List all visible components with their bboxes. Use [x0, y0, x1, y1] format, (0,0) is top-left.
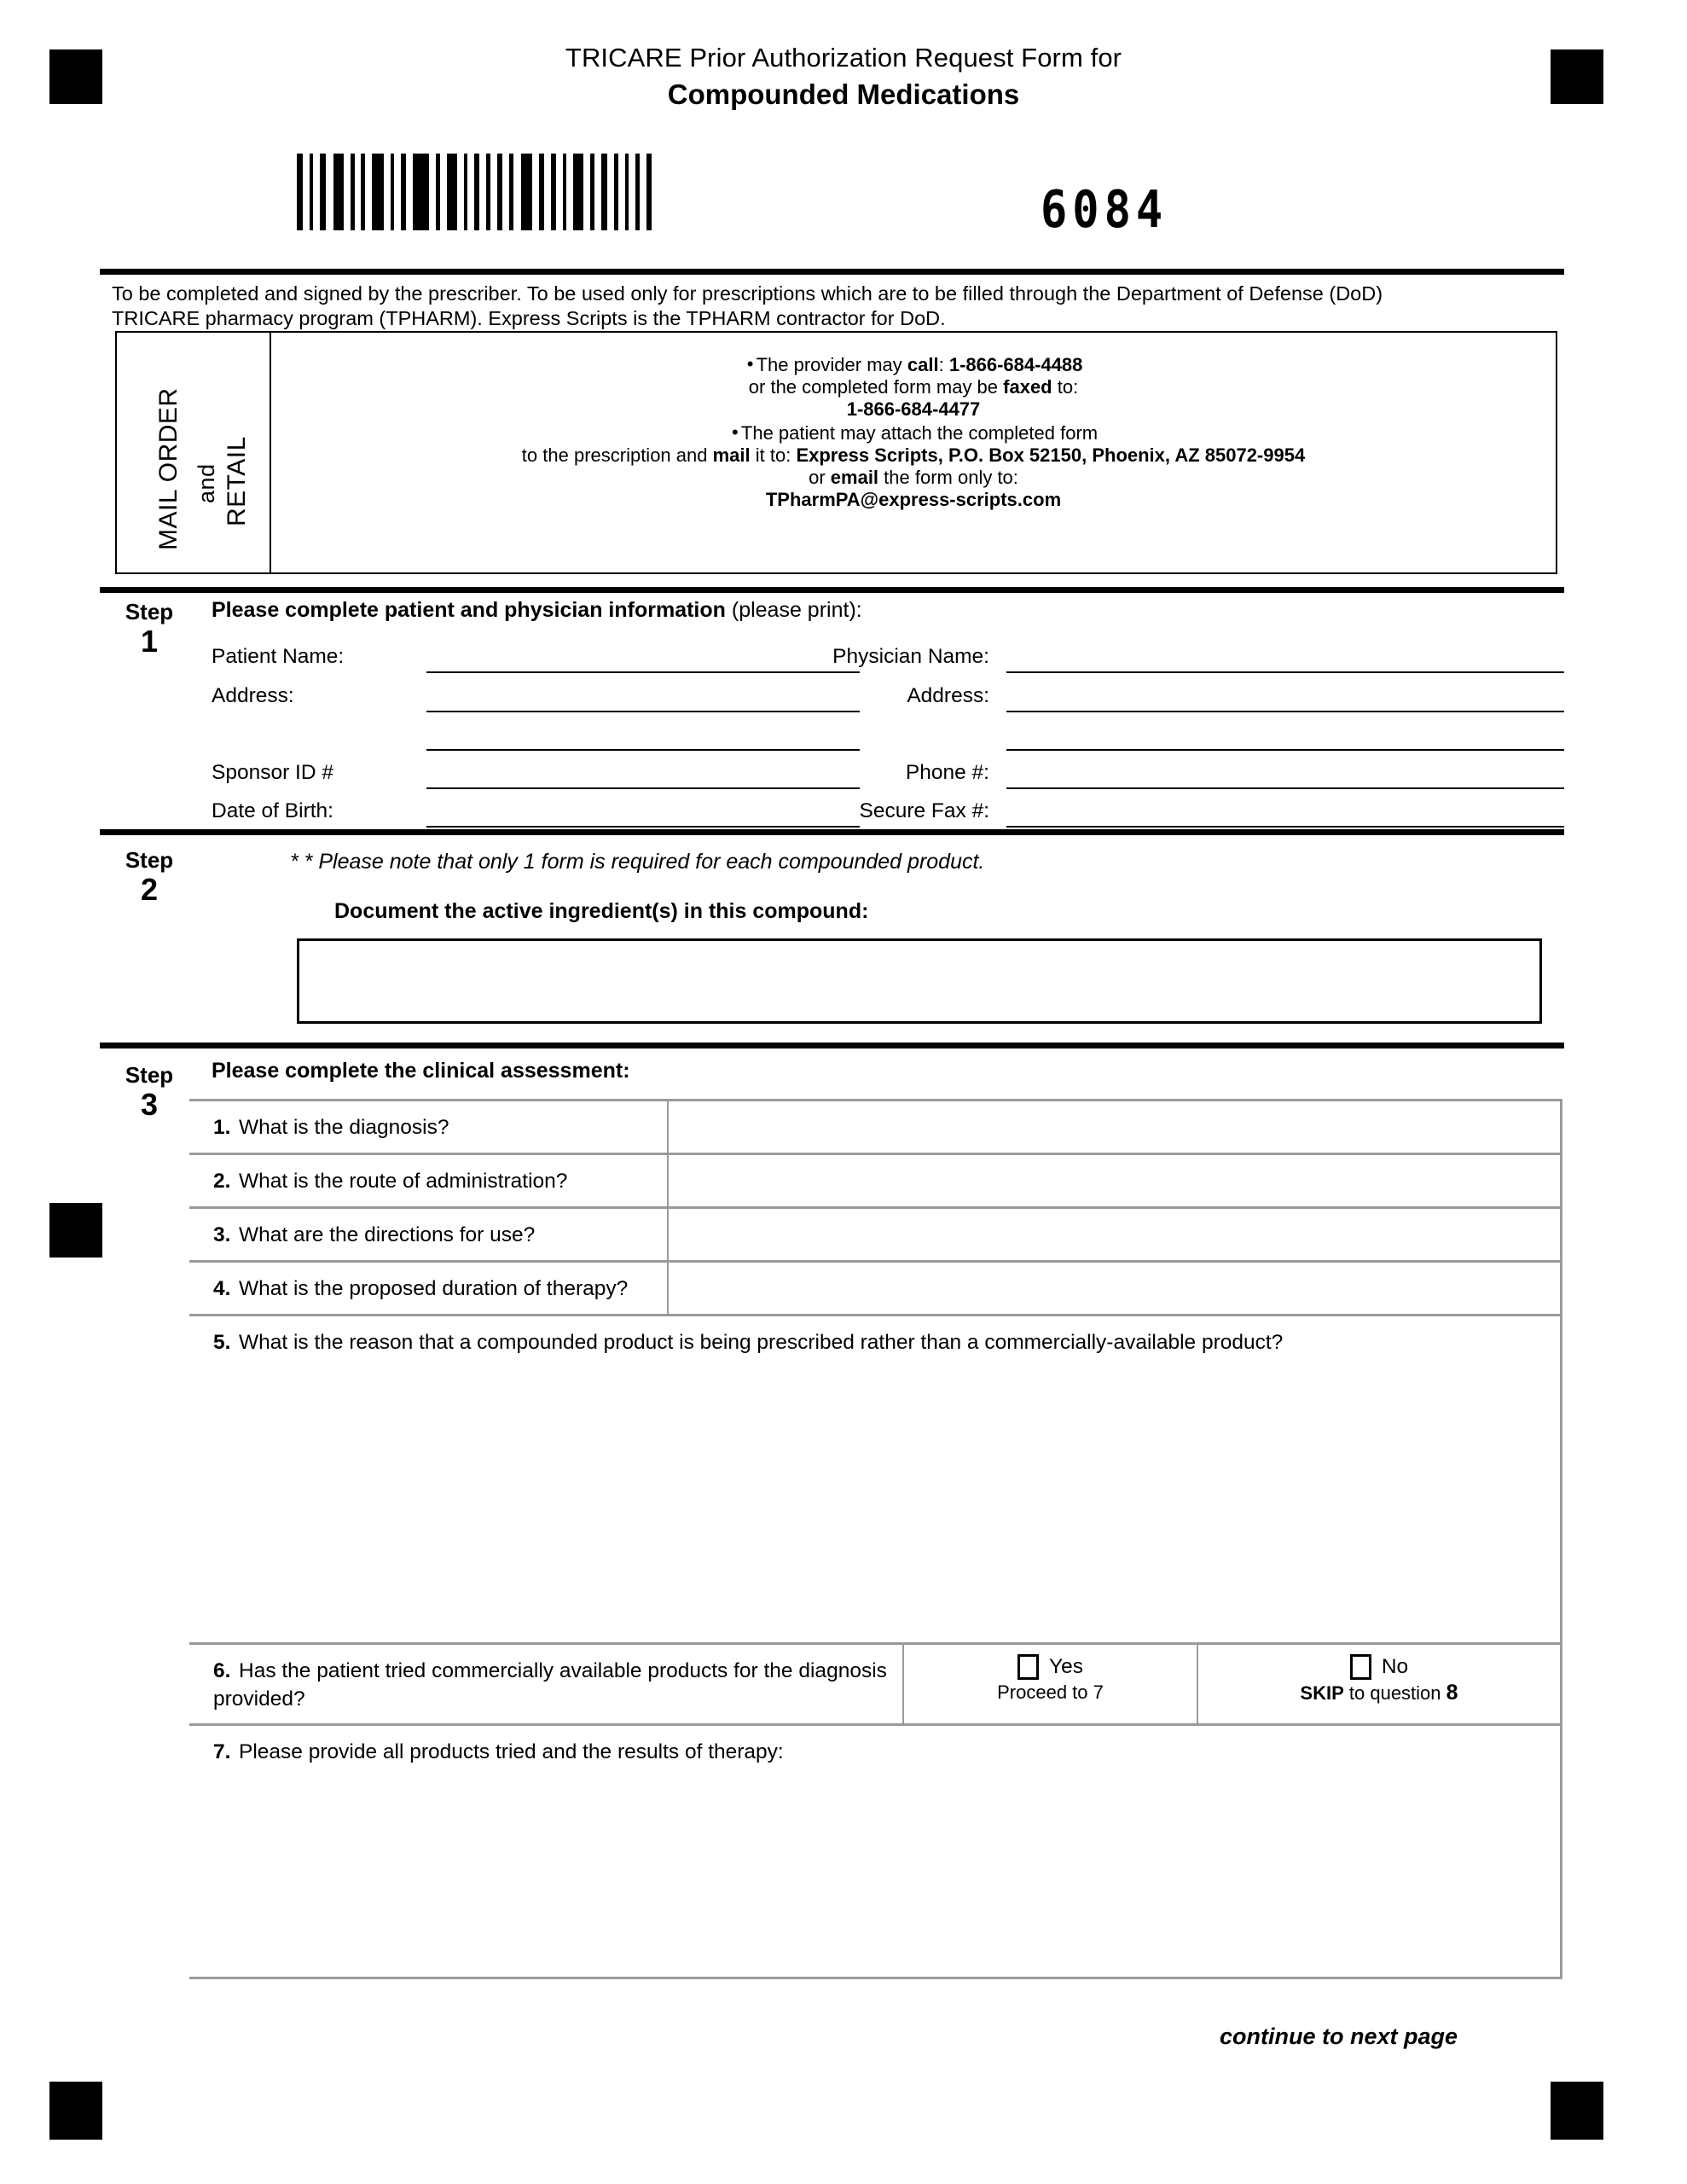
- table-row: [189, 1206, 1562, 1260]
- label-secure-fax: Secure Fax #:: [859, 799, 989, 822]
- registration-mark-bottom-left: [49, 2082, 102, 2140]
- step-2-number: 2: [140, 872, 159, 907]
- form-number: 6084: [1041, 181, 1168, 240]
- input-line-secure-fax[interactable]: [1006, 826, 1564, 828]
- question-6-no-note: [1198, 1680, 1560, 1705]
- mailing-address: Express Scripts, P.O. Box 52150, Phoenix, AZ 85072-9954: [796, 444, 1306, 466]
- bullet1-prefix: The provider may: [756, 354, 907, 375]
- bullet-dot-icon: •: [746, 353, 754, 375]
- checkbox-yes-icon[interactable]: [1017, 1654, 1039, 1680]
- bullet1-suffix: :: [938, 354, 949, 375]
- question-2-number: 2.: [213, 1170, 231, 1193]
- skip-keyword: SKIP: [1300, 1682, 1344, 1704]
- label-physician-name: Physician Name:: [832, 645, 989, 668]
- fax-number: 1-866-684-4477: [846, 398, 981, 420]
- step-3-heading: Please complete the clinical assessment:: [212, 1059, 630, 1083]
- question-1-text: [189, 1101, 669, 1153]
- email-address: TPharmPA@express-scripts.com: [765, 489, 1062, 510]
- step-2-word: Step: [125, 847, 174, 873]
- question-7-label: Please provide all products tried and the results of therapy:: [239, 1740, 784, 1763]
- table-row: [189, 1153, 1562, 1206]
- step-3-word: Step: [125, 1062, 174, 1088]
- question-6-yes-note: Proceed to 7: [997, 1682, 1104, 1703]
- question-1-answer[interactable]: [669, 1101, 1562, 1153]
- step-3-number: 3: [140, 1087, 159, 1122]
- table-row: [189, 1099, 1562, 1153]
- table-row: [189, 1723, 1562, 1979]
- intro-line-2: TRICARE pharmacy program (TPHARM). Express Scripts is the TPHARM contractor for DoD.: [112, 307, 946, 329]
- table-row: [189, 1260, 1562, 1314]
- step-1-heading-light: (please print):: [725, 598, 862, 622]
- question-1-label: What is the diagnosis?: [239, 1116, 449, 1139]
- registration-mark-middle-left: [49, 1203, 102, 1258]
- divider-step2-top: [100, 829, 1564, 835]
- mail-prefix: to the prescription and: [521, 444, 713, 466]
- contact-bullet-provider: [271, 353, 1556, 377]
- continue-to-next-page-note: continue to next page: [1220, 2024, 1458, 2049]
- page-title: [0, 41, 1687, 113]
- label-physician-address: Address:: [907, 684, 989, 707]
- question-7-number: 7.: [213, 1740, 231, 1763]
- question-6-number: 6.: [213, 1659, 231, 1682]
- step-2-subheading: Document the active ingredient(s) in this compound:: [334, 899, 869, 923]
- side-label-mail-order: MAIL ORDER: [154, 387, 183, 550]
- email-prefix: or: [809, 467, 831, 488]
- label-date-of-birth: Date of Birth:: [212, 799, 333, 822]
- contact-box-content: [271, 333, 1556, 572]
- input-line-patient-address-1[interactable]: [426, 711, 860, 712]
- mail-mid: it to:: [750, 444, 797, 466]
- title-line-2: Compounded Medications: [667, 78, 1020, 110]
- provider-phone-number: 1-866-684-4488: [948, 354, 1083, 375]
- question-5-label: What is the reason that a compounded product is being prescribed rather than a commercially-available product?: [239, 1331, 1284, 1354]
- active-ingredients-input[interactable]: [297, 938, 1542, 1024]
- intro-paragraph: [112, 282, 1570, 331]
- contact-bullet-patient: [271, 421, 1556, 445]
- bullet-dot-icon: •: [732, 421, 739, 443]
- label-phone-number: Phone #:: [905, 761, 989, 784]
- input-line-date-of-birth[interactable]: [426, 826, 860, 828]
- step-2-label: [102, 847, 196, 907]
- question-4-number: 4.: [213, 1277, 231, 1300]
- bullet1-call-bold: call: [907, 354, 939, 375]
- contact-box-side-label: [117, 333, 271, 572]
- contact-fax-line: [271, 375, 1556, 399]
- input-line-phone-number[interactable]: [1006, 787, 1564, 789]
- step-1-heading-bold: Please complete patient and physician information: [212, 598, 726, 622]
- table-row: [189, 1642, 1562, 1723]
- question-4-text: [189, 1263, 669, 1314]
- question-6-no-row: [1198, 1645, 1560, 1680]
- side-label-and: and: [194, 463, 219, 503]
- step-1-word: Step: [125, 599, 174, 624]
- question-7-cell[interactable]: [189, 1726, 1562, 1977]
- clinical-assessment-table: [189, 1099, 1562, 1979]
- input-line-physician-name[interactable]: [1006, 671, 1564, 673]
- fax-prefix: or the completed form may be: [748, 376, 1004, 398]
- fax-suffix: to:: [1052, 376, 1079, 398]
- question-6-label: Has the patient tried commercially available products for the diagnosis provided?: [213, 1659, 887, 1711]
- intro-line-1: To be completed and signed by the prescriber. To be used only for prescriptions which are to be filled through the Department of Defense (DoD): [112, 282, 1383, 305]
- fax-bold: faxed: [1003, 376, 1052, 398]
- question-4-label: What is the proposed duration of therapy?: [239, 1277, 629, 1300]
- question-6-yes-label: Yes: [1049, 1655, 1083, 1678]
- question-3-answer[interactable]: [669, 1209, 1562, 1260]
- question-1-number: 1.: [213, 1116, 231, 1139]
- registration-mark-bottom-right: [1551, 2082, 1603, 2140]
- question-4-answer[interactable]: [669, 1263, 1562, 1314]
- bullet2-text: The patient may attach the completed form: [740, 422, 1099, 444]
- skip-mid-text: to question: [1343, 1682, 1446, 1704]
- contact-email-line: [271, 466, 1556, 490]
- mail-bold: mail: [712, 444, 751, 466]
- step-1-heading: [212, 597, 862, 623]
- contact-information-box: [115, 331, 1557, 574]
- input-line-physician-address-1[interactable]: [1006, 711, 1564, 712]
- skip-target-question: 8: [1446, 1681, 1458, 1705]
- email-suffix: the form only to:: [878, 467, 1018, 488]
- question-6-yes-option[interactable]: [904, 1645, 1198, 1723]
- label-patient-address: Address:: [212, 684, 294, 707]
- checkbox-no-icon[interactable]: [1350, 1654, 1371, 1680]
- divider-step3-top: [100, 1043, 1564, 1048]
- question-5-number: 5.: [213, 1331, 231, 1354]
- barcode: [297, 154, 652, 230]
- question-2-text: [189, 1155, 669, 1206]
- step-3-label: [102, 1062, 196, 1122]
- question-6-text: [189, 1645, 904, 1723]
- question-2-label: What is the route of administration?: [239, 1170, 568, 1193]
- question-5-cell[interactable]: [189, 1316, 1562, 1642]
- question-6-no-label: No: [1381, 1655, 1409, 1678]
- question-6-no-option[interactable]: [1198, 1645, 1562, 1723]
- question-3-label: What are the directions for use?: [239, 1223, 536, 1246]
- input-line-physician-address-2[interactable]: [1006, 749, 1564, 751]
- input-line-sponsor-id[interactable]: [426, 787, 860, 789]
- step-1-label: [102, 599, 196, 659]
- divider-step1-top: [100, 587, 1564, 593]
- step-2-note: * * Please note that only 1 form is required for each compounded product.: [290, 850, 985, 874]
- table-row: [189, 1314, 1562, 1642]
- side-label-retail: RETAIL: [223, 436, 251, 526]
- question-3-number: 3.: [213, 1223, 231, 1246]
- divider-top: [100, 269, 1564, 275]
- input-line-patient-address-2[interactable]: [426, 749, 860, 751]
- question-3-text: [189, 1209, 669, 1260]
- label-sponsor-id: Sponsor ID #: [212, 761, 333, 784]
- question-2-answer[interactable]: [669, 1155, 1562, 1206]
- label-patient-name: Patient Name:: [212, 645, 345, 668]
- email-bold: email: [830, 467, 879, 488]
- contact-mail-line: [271, 444, 1556, 468]
- input-line-patient-name[interactable]: [426, 671, 860, 673]
- step-1-number: 1: [140, 624, 159, 659]
- title-line-1: TRICARE Prior Authorization Request Form for: [565, 43, 1122, 73]
- question-6-yes-row: [904, 1645, 1197, 1680]
